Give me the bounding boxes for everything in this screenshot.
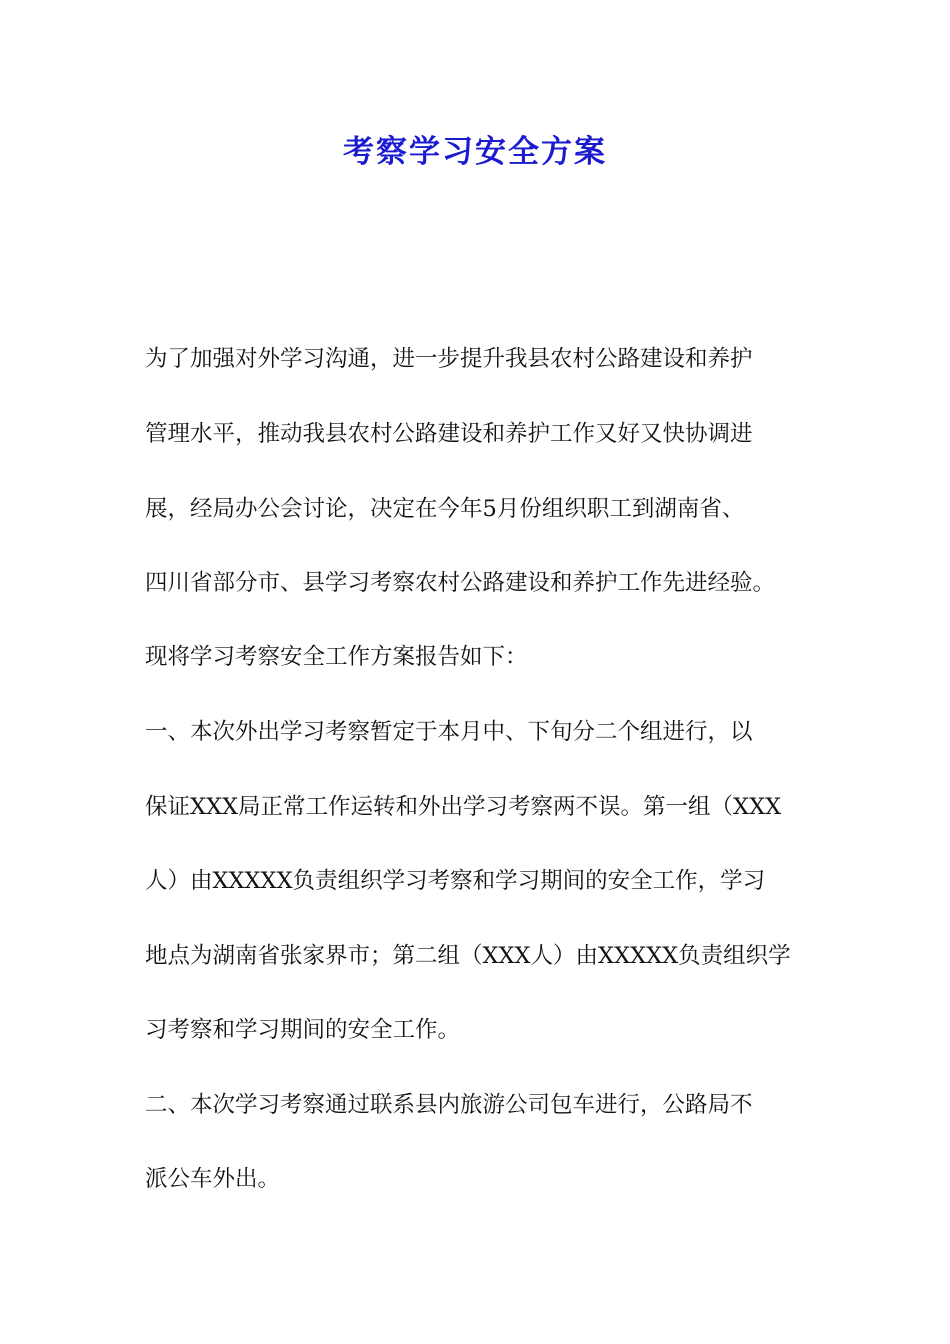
body-line: 二、本次学习考察通过联系县内旅游公司包车进行，公路局不 bbox=[145, 1092, 753, 1118]
body-line: 派公车外出。 bbox=[145, 1166, 281, 1192]
document-title: 考察学习安全方案 bbox=[343, 134, 607, 170]
body-line: 人）由XXXXX负责组织学习考察和学习期间的安全工作，学习 bbox=[145, 868, 766, 894]
body-line: 展，经局办公会讨论，决定在今年5月份组织职工到湖南省、 bbox=[145, 496, 745, 522]
body-line: 为了加强对外学习沟通，进一步提升我县农村公路建设和养护 bbox=[145, 346, 753, 372]
body-line: 习考察和学习期间的安全工作。 bbox=[145, 1017, 461, 1043]
body-line: 地点为湖南省张家界市；第二组（XXX人）由XXXXX负责组织学 bbox=[145, 943, 791, 969]
body-line: 现将学习考察安全工作方案报告如下： bbox=[145, 644, 528, 670]
body-line: 管理水平，推动我县农村公路建设和养护工作又好又快协调进 bbox=[145, 421, 753, 447]
body-line: 一、本次外出学习考察暂定于本月中、下旬分二个组进行，以 bbox=[145, 719, 753, 745]
body-line: 四川省部分市、县学习考察农村公路建设和养护工作先进经验。 bbox=[145, 570, 776, 596]
body-line: 保证XXX局正常工作运转和外出学习考察两不误。第一组（XXX bbox=[145, 794, 782, 820]
